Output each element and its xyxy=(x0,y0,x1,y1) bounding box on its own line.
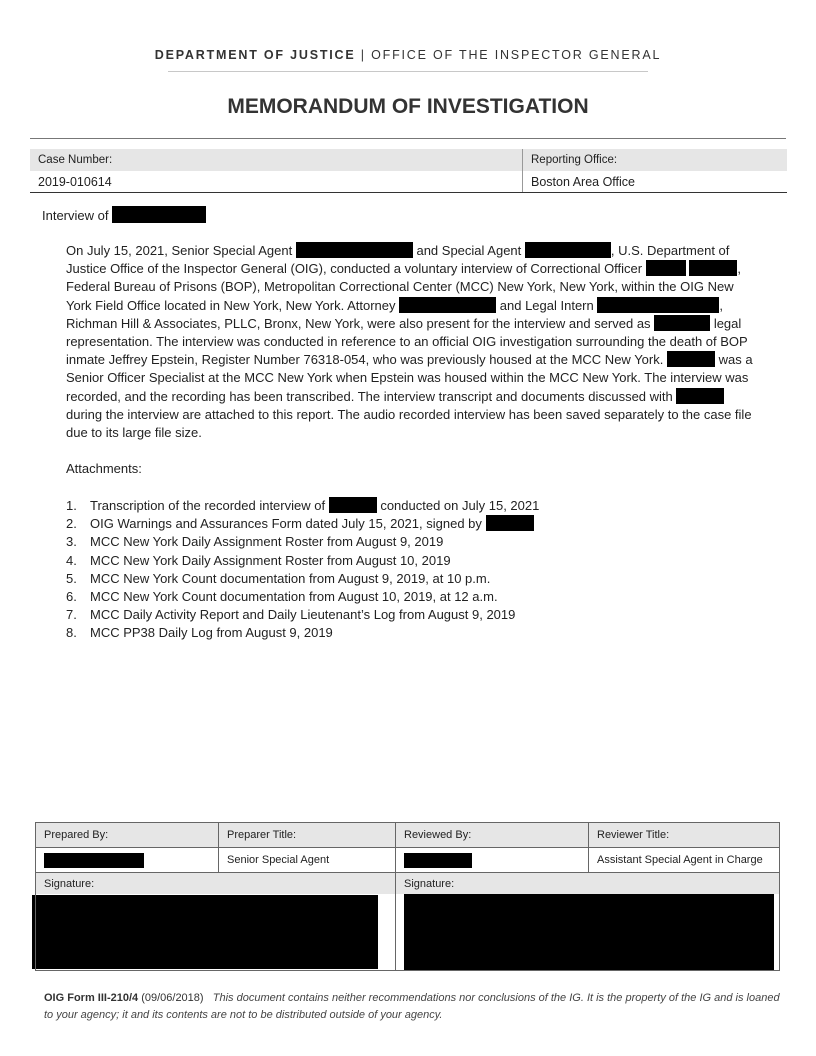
redaction xyxy=(646,260,686,276)
reporting-office-label: Reporting Office: xyxy=(523,149,788,171)
redaction xyxy=(404,894,774,970)
redaction xyxy=(676,388,724,404)
list-item xyxy=(66,497,539,515)
form-date: (09/06/2018) xyxy=(138,992,204,1004)
memo-title: MEMORANDUM OF INVESTIGATION xyxy=(227,95,589,118)
item-text: MCC New York Count documentation from August 10, 2019, at 12 a.m. xyxy=(90,589,498,605)
reporting-office: Boston Area Office xyxy=(523,171,788,193)
item-number: 8. xyxy=(66,625,77,641)
interview-of-label: Interview of xyxy=(42,208,109,223)
redaction xyxy=(525,242,611,258)
interview-summary xyxy=(66,242,756,442)
list-item xyxy=(66,570,539,588)
body-text: and Special Agent xyxy=(416,243,522,258)
case-info-table xyxy=(30,149,787,193)
reviewed-by-value xyxy=(396,848,589,873)
redaction xyxy=(32,895,378,969)
list-item xyxy=(66,606,539,624)
prepared-by-value xyxy=(36,848,219,873)
reviewer-title-label: Reviewer Title: xyxy=(589,823,780,848)
item-text: MCC Daily Activity Report and Daily Lieutenant’s Log from August 9, 2019 xyxy=(90,607,516,623)
body-text: , Richman Hill & Associates, PLLC, Bronx, New York, were also present for the interview and served as xyxy=(66,297,723,331)
interview-of-line xyxy=(42,206,206,223)
case-number: 2019-010614 xyxy=(30,171,523,193)
body-text: and Legal Intern xyxy=(499,297,594,313)
item-text: MCC New York Daily Assignment Roster from August 9, 2019 xyxy=(90,534,444,550)
header-separator: | xyxy=(355,48,372,62)
preparer-title-label: Preparer Title: xyxy=(219,823,396,848)
title-divider xyxy=(30,138,786,139)
body-text: legal representation. The interview was conducted in reference to an official OIG investigation surrounding the death of BOP inmate Jeffrey Epstein, Register Number 76318-054, who was previously housed at the MCC New York. xyxy=(66,315,748,368)
attachments-label: Attachments: xyxy=(66,461,142,476)
item-number: 6. xyxy=(66,589,77,605)
department-header xyxy=(0,48,816,62)
item-text: OIG Warnings and Assurances Form dated July 15, 2021, signed by xyxy=(90,516,482,532)
item-number: 3. xyxy=(66,534,77,550)
list-item xyxy=(66,515,539,533)
signature-table xyxy=(35,822,780,971)
list-item xyxy=(66,624,539,642)
redaction xyxy=(296,242,413,258)
body-text: , Federal Bureau of Prisons (BOP), Metropolitan Correctional Center (MCC) New York, New York, within the OIG New York Field Office located in New York, New York. Attorney xyxy=(66,261,741,313)
item-text: MCC New York Daily Assignment Roster from August 10, 2019 xyxy=(90,552,451,568)
redaction xyxy=(329,497,377,513)
redaction xyxy=(597,297,719,313)
body-text: On July 15, 2021, Senior Special Agent xyxy=(66,243,293,258)
item-number: 1. xyxy=(66,498,77,513)
item-number: 5. xyxy=(66,570,77,586)
body-text: , U.S. Department of Justice Office of the Inspector General (OIG), conducted a voluntary interview of Correctional Officer xyxy=(66,243,730,277)
list-item xyxy=(66,588,539,606)
redaction xyxy=(486,515,534,531)
redaction xyxy=(399,297,496,313)
item-number: 2. xyxy=(66,516,77,532)
list-item xyxy=(66,552,539,570)
item-text: MCC New York Count documentation from August 9, 2019, at 10 p.m. xyxy=(90,570,491,586)
department-name: DEPARTMENT OF JUSTICE xyxy=(154,48,356,62)
reviewer-title: Assistant Special Agent in Charge xyxy=(589,848,780,873)
form-footer xyxy=(44,990,784,1023)
list-item xyxy=(66,533,539,551)
case-number-label: Case Number: xyxy=(30,149,523,171)
redaction xyxy=(112,206,206,223)
redaction xyxy=(44,853,144,868)
item-text: MCC PP38 Daily Log from August 9, 2019 xyxy=(90,625,333,641)
reviewed-by-label: Reviewed By: xyxy=(396,823,589,848)
signature-label-left: Signature: xyxy=(36,873,396,895)
item-number: 7. xyxy=(66,607,77,623)
redaction xyxy=(689,260,737,276)
signature-area-right xyxy=(396,894,780,971)
redaction xyxy=(654,315,710,331)
item-text: Transcription of the recorded interview of xyxy=(90,498,326,513)
office-name: OFFICE OF THE INSPECTOR GENERAL xyxy=(371,48,662,62)
attachments-list xyxy=(66,497,539,643)
prepared-by-label: Prepared By: xyxy=(36,823,219,848)
header-divider xyxy=(168,71,648,72)
signature-area-left xyxy=(36,894,396,971)
item-text: conducted on July 15, 2021 xyxy=(380,498,540,513)
form-id: OIG Form III-210/4 xyxy=(44,992,139,1004)
signature-label-right: Signature: xyxy=(396,873,780,895)
redaction xyxy=(404,853,472,868)
item-number: 4. xyxy=(66,552,77,568)
preparer-title: Senior Special Agent xyxy=(219,848,396,873)
body-text: during the interview are attached to this report. The audio recorded interview has been saved separately to the case file due to its large file size. xyxy=(66,406,752,441)
footer-disclaimer: This document contains neither recommendations nor conclusions of the IG. It is the property of the IG and is loaned to your agency; it and its contents are not to be distributed outside of your agency. xyxy=(44,992,780,1021)
body-text: was a Senior Officer Specialist at the MCC New York when Epstein was housed within the MCC New York. The interview was recorded, and the recording has been transcribed. The interview transcript and documents discussed with xyxy=(66,352,753,404)
redaction xyxy=(667,351,715,367)
